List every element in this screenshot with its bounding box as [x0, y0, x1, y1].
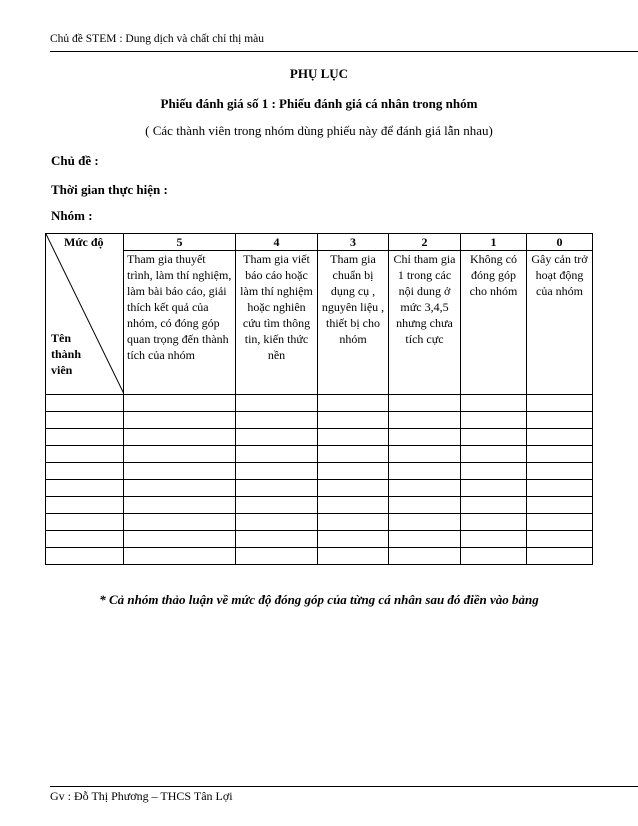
member-name-cell[interactable] [46, 531, 124, 548]
member-row[interactable] [46, 548, 593, 565]
member-heading-line-1: Tên [51, 331, 72, 345]
score-cell[interactable] [527, 497, 593, 514]
time-field-label: Thời gian thực hiện : [51, 182, 168, 197]
level-3-header: 3 [318, 234, 389, 251]
score-cell[interactable] [124, 531, 236, 548]
instruction-note: * Cả nhóm thảo luận về mức độ đóng góp của từng cá nhân sau đó điền vào bảng [99, 592, 539, 607]
member-row[interactable] [46, 463, 593, 480]
document-title: PHỤ LỤC [289, 66, 349, 81]
score-cell[interactable] [318, 497, 389, 514]
score-cell[interactable] [389, 412, 461, 429]
level-0-description: Gây cản trở hoạt động của nhóm [527, 251, 593, 395]
score-cell[interactable] [389, 548, 461, 565]
score-cell[interactable] [236, 497, 318, 514]
member-heading-line-3: viên [51, 363, 73, 377]
member-heading-line-2: thành [51, 347, 82, 361]
member-row[interactable] [46, 395, 593, 412]
level-2-header: 2 [389, 234, 461, 251]
level-0-header: 0 [527, 234, 593, 251]
score-cell[interactable] [527, 480, 593, 497]
score-cell[interactable] [124, 446, 236, 463]
member-name-cell[interactable] [46, 548, 124, 565]
score-cell[interactable] [124, 395, 236, 412]
score-cell[interactable] [461, 548, 527, 565]
score-cell[interactable] [461, 463, 527, 480]
member-name-cell[interactable] [46, 395, 124, 412]
group-field-label: Nhóm : [51, 208, 93, 223]
corner-cell [46, 234, 124, 395]
score-cell[interactable] [236, 446, 318, 463]
score-cell[interactable] [461, 480, 527, 497]
score-cell[interactable] [318, 480, 389, 497]
level-3-description: Tham gia chuẩn bị dụng cụ , nguyên liệu , thiết bị cho nhóm [318, 251, 389, 395]
member-row[interactable] [46, 514, 593, 531]
level-1-header: 1 [461, 234, 527, 251]
score-cell[interactable] [527, 446, 593, 463]
score-cell[interactable] [124, 429, 236, 446]
level-heading: Mức độ [64, 235, 104, 249]
score-cell[interactable] [318, 548, 389, 565]
score-cell[interactable] [236, 514, 318, 531]
page-header: Chủ đề STEM : Dung dịch và chất chỉ thị màu [50, 33, 264, 45]
score-cell[interactable] [389, 446, 461, 463]
score-cell[interactable] [527, 463, 593, 480]
score-cell[interactable] [461, 531, 527, 548]
score-cell[interactable] [389, 514, 461, 531]
score-cell[interactable] [318, 514, 389, 531]
score-cell[interactable] [318, 429, 389, 446]
score-cell[interactable] [527, 548, 593, 565]
score-cell[interactable] [236, 412, 318, 429]
member-name-cell[interactable] [46, 429, 124, 446]
member-row[interactable] [46, 446, 593, 463]
evaluation-table [45, 233, 593, 565]
level-5-description: Tham gia thuyết trình, làm thí nghiệm, làm bài báo cáo, giải thích kết quả của nhóm, có đóng góp quan trọng đến thành tích của nhóm [124, 251, 236, 395]
score-cell[interactable] [461, 395, 527, 412]
level-1-description: Không có đóng góp cho nhóm [461, 251, 527, 395]
member-name-cell[interactable] [46, 412, 124, 429]
level-4-description: Tham gia viết báo cáo hoặc làm thí nghiệm hoặc nghiên cứu tìm thông tin, kiến thức nền [236, 251, 318, 395]
member-heading [51, 330, 81, 378]
score-cell[interactable] [236, 429, 318, 446]
level-2-description: Chỉ tham gia 1 trong các nội dung ở mức 3,4,5 nhưng chưa tích cực [389, 251, 461, 395]
score-cell[interactable] [527, 514, 593, 531]
member-name-cell[interactable] [46, 497, 124, 514]
score-cell[interactable] [124, 497, 236, 514]
score-cell[interactable] [318, 446, 389, 463]
score-cell[interactable] [389, 463, 461, 480]
member-row[interactable] [46, 412, 593, 429]
usage-note: ( Các thành viên trong nhóm dùng phiếu này để đánh giá lẫn nhau) [145, 123, 493, 138]
score-cell[interactable] [389, 480, 461, 497]
page-footer: Gv : Đỗ Thị Phương – THCS Tân Lợi [50, 789, 233, 803]
form-subtitle: Phiếu đánh giá số 1 : Phiếu đánh giá cá nhân trong nhóm [160, 96, 478, 111]
score-cell[interactable] [124, 463, 236, 480]
header-rule [50, 51, 638, 52]
score-cell[interactable] [318, 412, 389, 429]
member-row[interactable] [46, 531, 593, 548]
member-name-cell[interactable] [46, 463, 124, 480]
score-cell[interactable] [124, 548, 236, 565]
score-cell[interactable] [527, 412, 593, 429]
member-name-cell[interactable] [46, 480, 124, 497]
score-cell[interactable] [389, 395, 461, 412]
description-row [46, 251, 593, 395]
score-cell[interactable] [389, 531, 461, 548]
score-cell[interactable] [389, 429, 461, 446]
score-cell[interactable] [527, 395, 593, 412]
score-cell[interactable] [389, 497, 461, 514]
score-cell[interactable] [318, 531, 389, 548]
score-cell[interactable] [527, 531, 593, 548]
score-cell[interactable] [461, 514, 527, 531]
score-cell[interactable] [124, 514, 236, 531]
score-cell[interactable] [236, 531, 318, 548]
score-cell[interactable] [124, 480, 236, 497]
member-row[interactable] [46, 480, 593, 497]
level-5-header: 5 [124, 234, 236, 251]
score-cell[interactable] [461, 429, 527, 446]
member-row[interactable] [46, 497, 593, 514]
score-cell[interactable] [461, 497, 527, 514]
score-cell[interactable] [236, 548, 318, 565]
level-4-header: 4 [236, 234, 318, 251]
score-cell[interactable] [236, 463, 318, 480]
score-cell[interactable] [236, 395, 318, 412]
score-cell[interactable] [527, 429, 593, 446]
score-cell[interactable] [124, 412, 236, 429]
member-name-cell[interactable] [46, 446, 124, 463]
member-row[interactable] [46, 429, 593, 446]
footer-rule [50, 786, 638, 787]
score-cell[interactable] [318, 395, 389, 412]
score-cell[interactable] [318, 463, 389, 480]
score-cell[interactable] [236, 480, 318, 497]
header-row [46, 234, 593, 251]
topic-field-label: Chủ đề : [51, 153, 99, 168]
score-cell[interactable] [461, 412, 527, 429]
member-name-cell[interactable] [46, 514, 124, 531]
score-cell[interactable] [461, 446, 527, 463]
